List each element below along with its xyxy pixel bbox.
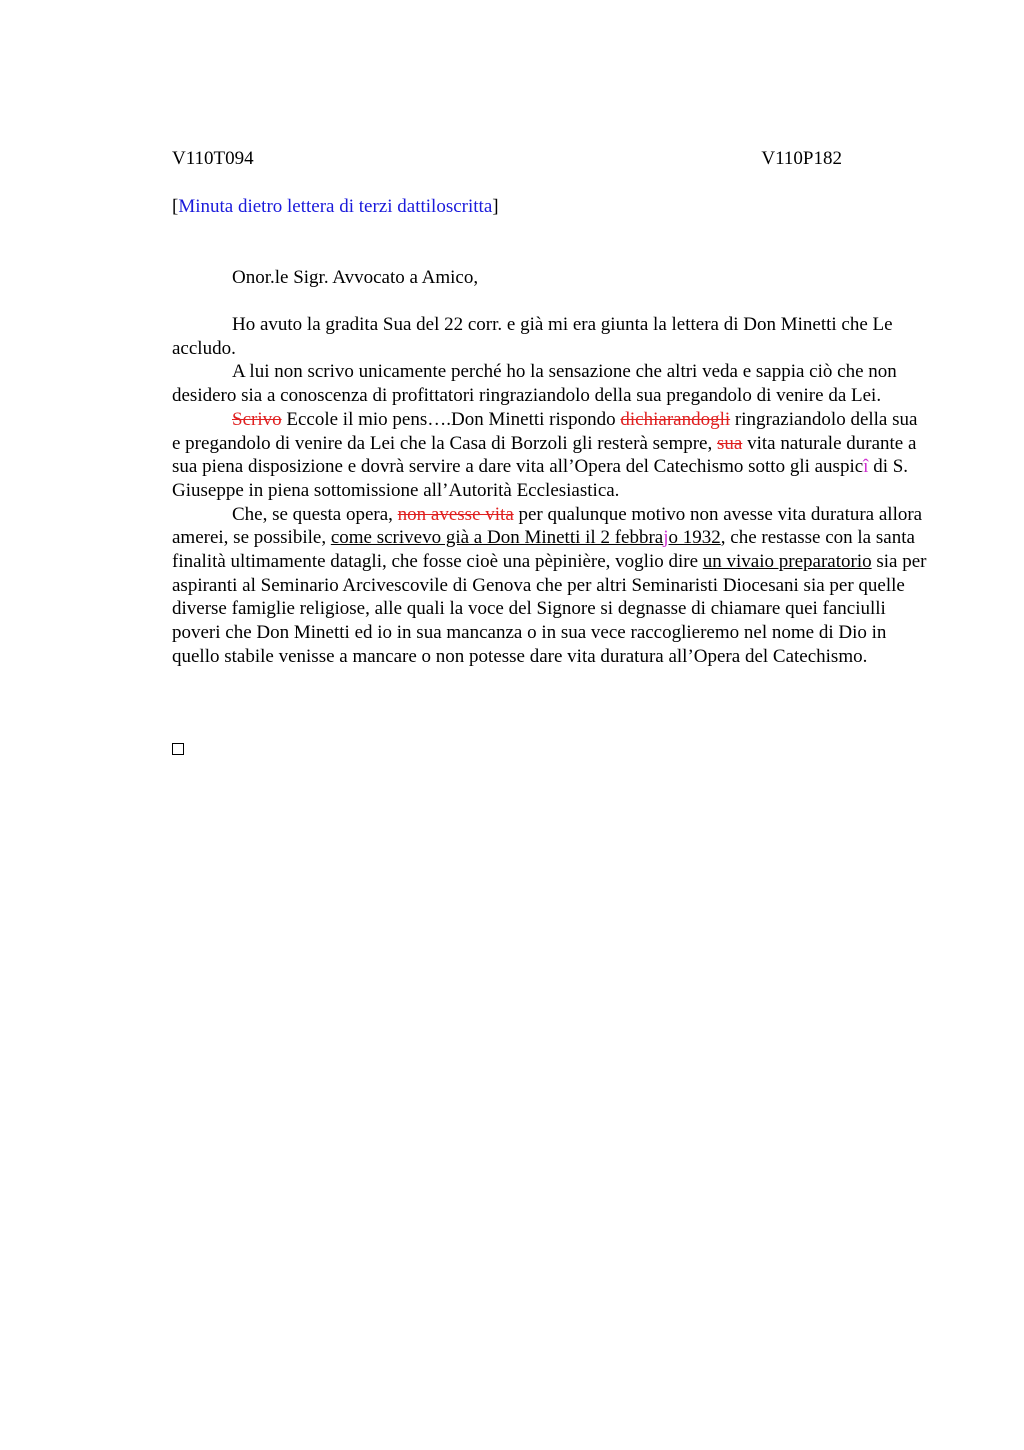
corrected-character: j bbox=[663, 527, 669, 549]
paragraph-text: vita naturale durante a sua piena disposizione e dovrà servire a dare vita all’Opera del Catechismo sotto gli auspic bbox=[172, 432, 917, 478]
underlined-text: come scrivevo già a Don Minetti il 2 febbra bbox=[330, 527, 664, 549]
deleted-text: sua bbox=[717, 432, 743, 454]
note-text: Minuta dietro lettera di terzi dattiloscritta bbox=[178, 196, 493, 217]
note-close-bracket: ] bbox=[492, 196, 499, 217]
underlined-text: o 1932 bbox=[668, 527, 721, 549]
deleted-text: non avesse vita bbox=[397, 503, 514, 525]
paragraph-2: A lui non scrivo unicamente perché ho la sensazione che altri veda e sappia ciò che non desidero sia a conoscenza di profittatori ringraziandolo della sua pregandolo di venire da Lei. bbox=[172, 361, 897, 407]
document-code-right: V110P182 bbox=[761, 148, 842, 169]
archive-codes bbox=[172, 147, 842, 171]
underlined-text: un vivaio preparatorio bbox=[702, 551, 872, 573]
paragraph-3 bbox=[172, 408, 928, 503]
salutation: Onor.le Sigr. Avvocato a Amico, bbox=[232, 267, 479, 288]
paragraph-text: ringraziandolo della sua e pregandolo di venire da Lei che la Casa di Borzoli gli resterà sempre, bbox=[172, 408, 918, 454]
paragraph-text: Eccole il mio pens….Don Minetti rispondo bbox=[281, 408, 621, 430]
paragraph-text: per qualunque motivo non avesse vita duratura allora amerei, se possibile, bbox=[172, 503, 923, 549]
deleted-text: dichiarandogli bbox=[620, 408, 731, 430]
corrected-character: î bbox=[863, 456, 869, 478]
editorial-note bbox=[172, 195, 499, 219]
square-outline-icon bbox=[172, 743, 184, 755]
paragraph-4 bbox=[172, 503, 928, 669]
deleted-text: Scrivo bbox=[232, 408, 282, 430]
note-open-bracket: [ bbox=[172, 196, 179, 217]
paragraph-1: Ho avuto la gradita Sua del 22 corr. e già mi era giunta la lettera di Don Minetti che Le accludo. bbox=[172, 314, 893, 359]
letter-body bbox=[172, 313, 928, 669]
paragraph-text: , che restasse con la santa finalità ultimamente datagli, che fosse cioè una pèpinière, voglio dire bbox=[172, 527, 915, 573]
paragraph-text: sia per aspiranti al Seminario Arcivescovile di Genova che per altri Seminaristi Diocesani sia per quelle diverse famiglie religiose, alle quali la voce del Signore si degnasse di chiamare quei fanciulli poveri che Don Minetti ed io in sua mancanza o in sua vece raccoglieremo nel nome di Dio in quello stabile venisse a mancare o non potesse dare vita duratura all’Opera del Catechismo. bbox=[172, 551, 927, 667]
paragraph-text: Che, se questa opera, bbox=[232, 503, 398, 525]
paragraph-text: di S. Giuseppe in piena sottomissione all’Autorità Ecclesiastica. bbox=[172, 456, 909, 501]
document-code-left: V110T094 bbox=[172, 148, 254, 169]
